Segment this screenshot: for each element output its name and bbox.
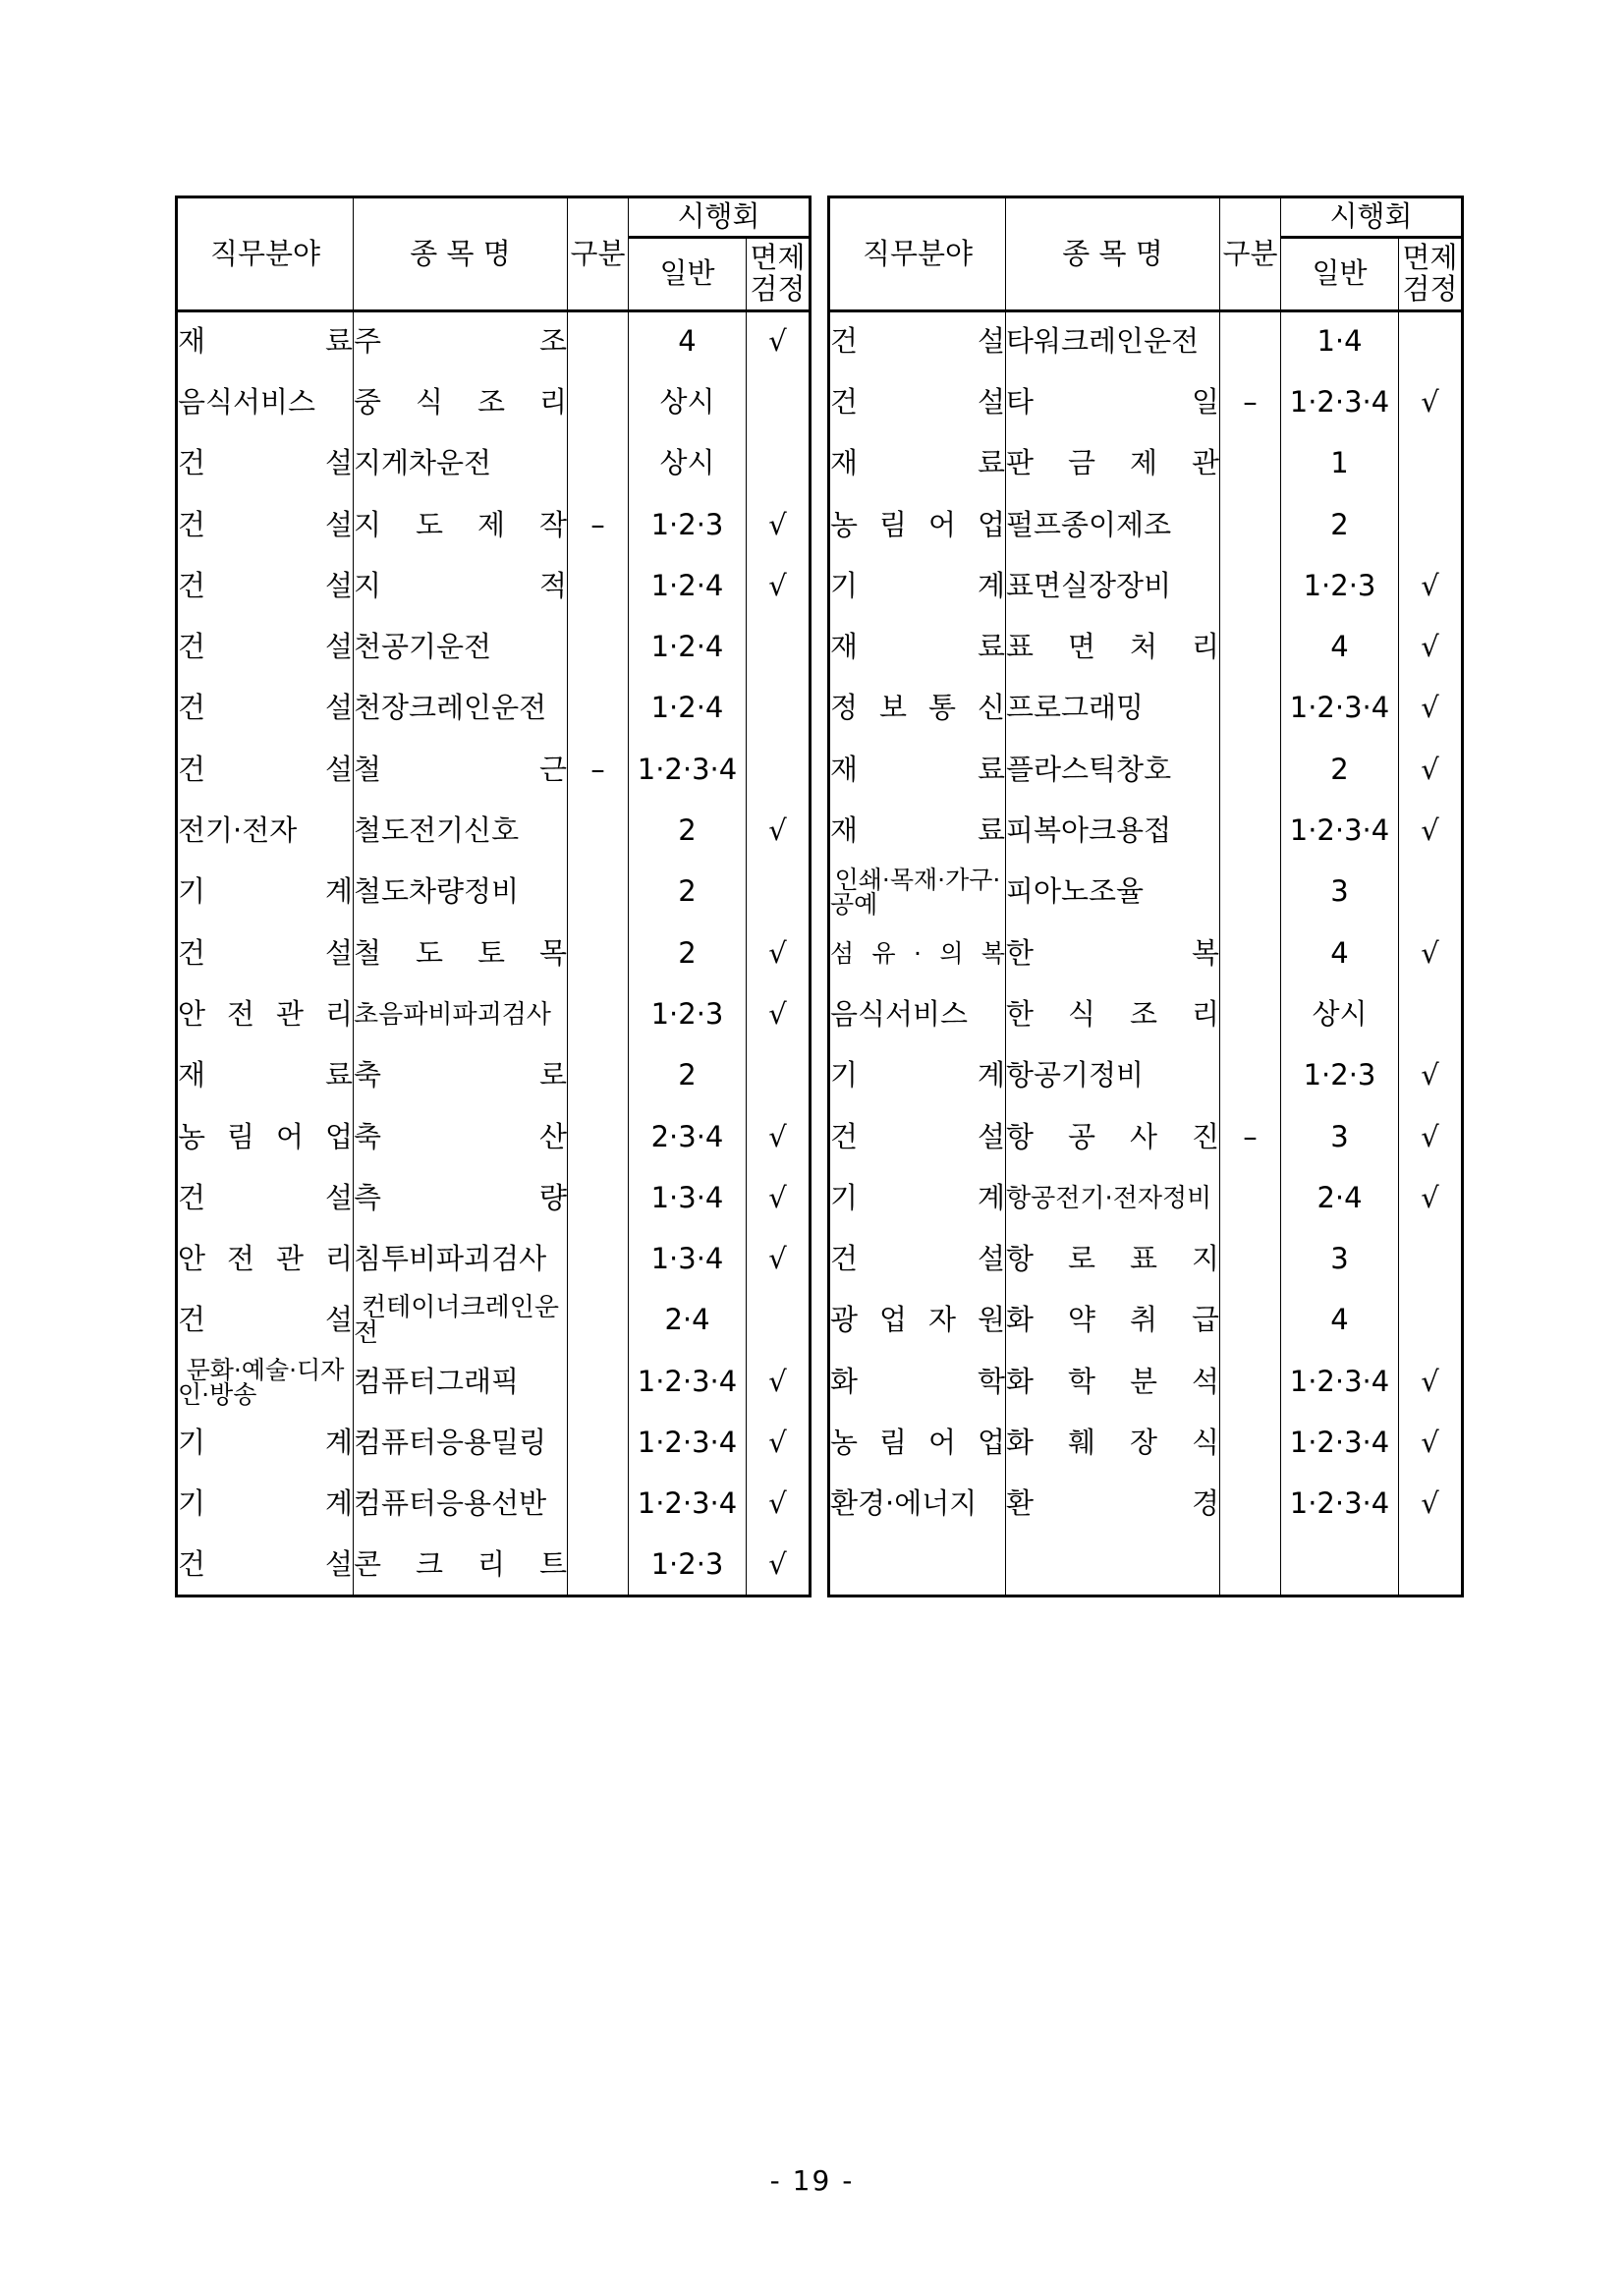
exempt-cell bbox=[747, 433, 811, 494]
table-row bbox=[829, 1045, 1463, 1106]
header-general: 일반 bbox=[1281, 238, 1399, 311]
category-cell bbox=[1220, 494, 1281, 555]
name-cell: 화 약 취 급 bbox=[1006, 1290, 1220, 1351]
general-cell: 2·3·4 bbox=[629, 1106, 747, 1167]
general-cell: 1·2·3·4 bbox=[629, 740, 747, 801]
exempt-cell bbox=[747, 740, 811, 801]
table-row bbox=[177, 1229, 811, 1290]
category-cell bbox=[568, 1106, 629, 1167]
category-cell bbox=[568, 1168, 629, 1229]
category-cell bbox=[1220, 1413, 1281, 1474]
category-cell bbox=[1220, 1474, 1281, 1535]
table-row bbox=[177, 678, 811, 739]
category-cell bbox=[568, 372, 629, 433]
general-cell: 1·2·4 bbox=[629, 556, 747, 617]
category-cell bbox=[568, 1352, 629, 1413]
name-cell: 컴퓨터그래픽 bbox=[354, 1352, 568, 1413]
field-cell: 건 설 bbox=[829, 1229, 1006, 1290]
category-cell bbox=[1220, 556, 1281, 617]
field-cell: 건 설 bbox=[177, 556, 354, 617]
field-cell: 재 료 bbox=[829, 740, 1006, 801]
header-category: 구분 bbox=[1220, 197, 1281, 311]
general-cell: 1·2·3 bbox=[629, 984, 747, 1045]
category-cell bbox=[1220, 984, 1281, 1045]
category-cell: – bbox=[568, 494, 629, 555]
name-cell: 천장크레인운전 bbox=[354, 678, 568, 739]
field-cell: 음식서비스 bbox=[829, 984, 1006, 1045]
name-cell: 항공기정비 bbox=[1006, 1045, 1220, 1106]
general-cell: 1·2·3 bbox=[1281, 556, 1399, 617]
general-cell: 1·2·4 bbox=[629, 678, 747, 739]
field-cell: 재 료 bbox=[177, 311, 354, 372]
field-cell: 문화·예술·디자인·방송 bbox=[177, 1352, 354, 1413]
exempt-cell bbox=[1399, 1229, 1463, 1290]
table-row bbox=[829, 1290, 1463, 1351]
general-cell: 4 bbox=[1281, 617, 1399, 678]
general-cell: 1·4 bbox=[1281, 311, 1399, 372]
exempt-cell: √ bbox=[747, 801, 811, 862]
general-cell: 3 bbox=[1281, 1229, 1399, 1290]
table-row bbox=[177, 1290, 811, 1351]
exempt-cell: √ bbox=[747, 556, 811, 617]
general-cell: 4 bbox=[1281, 1290, 1399, 1351]
category-cell: – bbox=[568, 740, 629, 801]
header-field: 직무분야 bbox=[829, 197, 1006, 311]
name-cell: 프로그래밍 bbox=[1006, 678, 1220, 739]
field-cell: 기 계 bbox=[177, 1474, 354, 1535]
header-name: 종 목 명 bbox=[1006, 197, 1220, 311]
name-cell: 컨테이너크레인운전 bbox=[354, 1290, 568, 1351]
field-cell: 농 림 어 업 bbox=[829, 1413, 1006, 1474]
field-cell: 건 설 bbox=[177, 1290, 354, 1351]
name-cell: 지게차운전 bbox=[354, 433, 568, 494]
category-cell bbox=[1220, 311, 1281, 372]
table-row bbox=[829, 801, 1463, 862]
table-row bbox=[177, 740, 811, 801]
field-cell: 건 설 bbox=[829, 372, 1006, 433]
name-cell: 침투비파괴검사 bbox=[354, 1229, 568, 1290]
table-row bbox=[829, 617, 1463, 678]
field-cell bbox=[829, 1535, 1006, 1596]
field-cell: 기 계 bbox=[829, 1168, 1006, 1229]
table-row bbox=[829, 740, 1463, 801]
name-cell: 축 로 bbox=[354, 1045, 568, 1106]
name-cell bbox=[1006, 1535, 1220, 1596]
category-cell bbox=[568, 311, 629, 372]
exempt-cell bbox=[1399, 433, 1463, 494]
exempt-cell: √ bbox=[1399, 740, 1463, 801]
table-row bbox=[177, 862, 811, 923]
general-cell: 1·2·3·4 bbox=[1281, 801, 1399, 862]
exempt-cell: √ bbox=[747, 1352, 811, 1413]
table-row bbox=[829, 923, 1463, 983]
general-cell: 2 bbox=[1281, 740, 1399, 801]
field-cell: 광 업 자 원 bbox=[829, 1290, 1006, 1351]
name-cell: 컴퓨터응용밀링 bbox=[354, 1413, 568, 1474]
exempt-cell bbox=[747, 372, 811, 433]
exempt-cell bbox=[1399, 1535, 1463, 1596]
field-cell: 재 료 bbox=[829, 617, 1006, 678]
exempt-cell: √ bbox=[747, 494, 811, 555]
category-cell bbox=[1220, 1290, 1281, 1351]
table-row bbox=[829, 372, 1463, 433]
name-cell: 환 경 bbox=[1006, 1474, 1220, 1535]
exempt-cell: √ bbox=[747, 311, 811, 372]
category-cell bbox=[1220, 617, 1281, 678]
category-cell bbox=[568, 1535, 629, 1596]
category-cell bbox=[1220, 1535, 1281, 1596]
category-cell bbox=[568, 1229, 629, 1290]
exempt-cell bbox=[747, 1045, 811, 1106]
exempt-cell: √ bbox=[1399, 617, 1463, 678]
table-row bbox=[829, 494, 1463, 555]
general-cell: 1·2·3·4 bbox=[1281, 372, 1399, 433]
exempt-cell: √ bbox=[747, 923, 811, 983]
table-row bbox=[177, 1045, 811, 1106]
category-cell bbox=[1220, 678, 1281, 739]
general-cell: 1·2·3·4 bbox=[1281, 1474, 1399, 1535]
table-row bbox=[177, 1168, 811, 1229]
name-cell: 지 도 제 작 bbox=[354, 494, 568, 555]
table-row bbox=[829, 1106, 1463, 1167]
exempt-cell bbox=[1399, 984, 1463, 1045]
name-cell: 컴퓨터응용선반 bbox=[354, 1474, 568, 1535]
table-row bbox=[177, 1474, 811, 1535]
exempt-cell bbox=[747, 1290, 811, 1351]
table-row bbox=[177, 984, 811, 1045]
exempt-cell bbox=[1399, 494, 1463, 555]
field-cell: 재 료 bbox=[177, 1045, 354, 1106]
table-row bbox=[177, 311, 811, 372]
category-cell bbox=[1220, 1352, 1281, 1413]
field-cell: 재 료 bbox=[829, 433, 1006, 494]
name-cell: 항 로 표 지 bbox=[1006, 1229, 1220, 1290]
name-cell: 초음파비파괴검사 bbox=[354, 984, 568, 1045]
exempt-cell: √ bbox=[1399, 556, 1463, 617]
general-cell: 2 bbox=[629, 862, 747, 923]
exempt-cell: √ bbox=[747, 1168, 811, 1229]
name-cell: 한 복 bbox=[1006, 923, 1220, 983]
table-row bbox=[829, 433, 1463, 494]
field-cell: 건 설 bbox=[177, 1535, 354, 1596]
category-cell: – bbox=[1220, 1106, 1281, 1167]
name-cell: 표 면 처 리 bbox=[1006, 617, 1220, 678]
general-cell: 2 bbox=[1281, 494, 1399, 555]
table-row bbox=[829, 1474, 1463, 1535]
table-row bbox=[177, 494, 811, 555]
category-cell bbox=[568, 1290, 629, 1351]
exempt-cell: √ bbox=[1399, 678, 1463, 739]
general-cell: 2 bbox=[629, 801, 747, 862]
table-row bbox=[829, 311, 1463, 372]
header-name: 종 목 명 bbox=[354, 197, 568, 311]
field-cell: 환경·에너지 bbox=[829, 1474, 1006, 1535]
field-cell: 안 전 관 리 bbox=[177, 984, 354, 1045]
general-cell: 4 bbox=[1281, 923, 1399, 983]
field-cell: 정 보 통 신 bbox=[829, 678, 1006, 739]
name-cell: 항 공 사 진 bbox=[1006, 1106, 1220, 1167]
field-cell: 건 설 bbox=[177, 617, 354, 678]
field-cell: 재 료 bbox=[829, 801, 1006, 862]
exempt-cell: √ bbox=[1399, 1045, 1463, 1106]
field-cell: 섬 유 · 의 복 bbox=[829, 923, 1006, 983]
exempt-cell bbox=[1399, 311, 1463, 372]
category-cell bbox=[568, 1045, 629, 1106]
general-cell: 1·2·3 bbox=[1281, 1045, 1399, 1106]
name-cell: 표면실장장비 bbox=[1006, 556, 1220, 617]
category-cell bbox=[1220, 1045, 1281, 1106]
field-cell: 인쇄·목재·가구·공예 bbox=[829, 862, 1006, 923]
general-cell: 1·2·3 bbox=[629, 494, 747, 555]
header-exempt: 면제검정 bbox=[747, 238, 811, 311]
general-cell: 1·2·3 bbox=[629, 1535, 747, 1596]
general-cell: 상시 bbox=[629, 372, 747, 433]
field-cell: 건 설 bbox=[829, 311, 1006, 372]
exempt-cell: √ bbox=[1399, 1474, 1463, 1535]
exempt-cell: √ bbox=[1399, 801, 1463, 862]
category-cell bbox=[1220, 1168, 1281, 1229]
exempt-cell: √ bbox=[747, 1535, 811, 1596]
header-exempt: 면제검정 bbox=[1399, 238, 1463, 311]
exempt-cell: √ bbox=[1399, 1413, 1463, 1474]
exempt-cell bbox=[1399, 862, 1463, 923]
table-row bbox=[829, 862, 1463, 923]
field-cell: 건 설 bbox=[177, 740, 354, 801]
name-cell: 지 적 bbox=[354, 556, 568, 617]
category-cell bbox=[1220, 862, 1281, 923]
general-cell: 1·2·3·4 bbox=[1281, 678, 1399, 739]
table-row bbox=[177, 556, 811, 617]
field-cell: 건 설 bbox=[177, 1168, 354, 1229]
table-row bbox=[177, 1352, 811, 1413]
category-cell bbox=[568, 433, 629, 494]
name-cell: 축 산 bbox=[354, 1106, 568, 1167]
table-body-left bbox=[177, 311, 811, 1596]
exempt-cell: √ bbox=[747, 1106, 811, 1167]
name-cell: 한 식 조 리 bbox=[1006, 984, 1220, 1045]
category-cell: – bbox=[1220, 372, 1281, 433]
table-row bbox=[829, 1413, 1463, 1474]
field-cell: 건 설 bbox=[177, 678, 354, 739]
general-cell: 1·2·3·4 bbox=[1281, 1352, 1399, 1413]
general-cell: 1·2·3·4 bbox=[1281, 1413, 1399, 1474]
name-cell: 피아노조율 bbox=[1006, 862, 1220, 923]
category-cell bbox=[568, 862, 629, 923]
field-cell: 건 설 bbox=[829, 1106, 1006, 1167]
name-cell: 철도차량정비 bbox=[354, 862, 568, 923]
table-row bbox=[177, 1413, 811, 1474]
field-cell: 농 림 어 업 bbox=[177, 1106, 354, 1167]
name-cell: 판 금 제 관 bbox=[1006, 433, 1220, 494]
name-cell: 콘 크 리 트 bbox=[354, 1535, 568, 1596]
field-cell: 농 림 어 업 bbox=[829, 494, 1006, 555]
name-cell: 철 도 토 목 bbox=[354, 923, 568, 983]
header-exam-round: 시행회 bbox=[629, 197, 811, 238]
name-cell: 타워크레인운전 bbox=[1006, 311, 1220, 372]
name-cell: 화 학 분 석 bbox=[1006, 1352, 1220, 1413]
category-cell bbox=[568, 801, 629, 862]
general-cell: 1·3·4 bbox=[629, 1229, 747, 1290]
field-cell: 기 계 bbox=[177, 862, 354, 923]
table-row bbox=[177, 1535, 811, 1596]
page-number: - 19 - bbox=[769, 2164, 855, 2197]
category-cell bbox=[568, 556, 629, 617]
category-cell bbox=[1220, 740, 1281, 801]
name-cell: 천공기운전 bbox=[354, 617, 568, 678]
name-cell: 철도전기신호 bbox=[354, 801, 568, 862]
exempt-cell: √ bbox=[747, 1413, 811, 1474]
general-cell: 1·2·3·4 bbox=[629, 1474, 747, 1535]
exam-table-left bbox=[175, 196, 812, 1597]
general-cell: 3 bbox=[1281, 862, 1399, 923]
table-row bbox=[829, 1352, 1463, 1413]
category-cell bbox=[568, 678, 629, 739]
field-cell: 건 설 bbox=[177, 494, 354, 555]
exempt-cell: √ bbox=[747, 1474, 811, 1535]
general-cell: 2 bbox=[629, 923, 747, 983]
general-cell: 1·3·4 bbox=[629, 1168, 747, 1229]
name-cell: 피복아크용접 bbox=[1006, 801, 1220, 862]
name-cell: 중 식 조 리 bbox=[354, 372, 568, 433]
exempt-cell bbox=[747, 617, 811, 678]
category-cell bbox=[568, 1474, 629, 1535]
field-cell: 기 계 bbox=[829, 1045, 1006, 1106]
field-cell: 안 전 관 리 bbox=[177, 1229, 354, 1290]
category-cell bbox=[568, 984, 629, 1045]
table-row bbox=[177, 1106, 811, 1167]
general-cell: 2·4 bbox=[629, 1290, 747, 1351]
exam-table-right bbox=[827, 196, 1464, 1597]
name-cell: 철 근 bbox=[354, 740, 568, 801]
exempt-cell: √ bbox=[1399, 1168, 1463, 1229]
exempt-cell: √ bbox=[1399, 1106, 1463, 1167]
exempt-cell: √ bbox=[1399, 923, 1463, 983]
category-cell bbox=[1220, 433, 1281, 494]
header-category: 구분 bbox=[568, 197, 629, 311]
field-cell: 건 설 bbox=[177, 923, 354, 983]
category-cell bbox=[1220, 801, 1281, 862]
header-field: 직무분야 bbox=[177, 197, 354, 311]
field-cell: 건 설 bbox=[177, 433, 354, 494]
header-general: 일반 bbox=[629, 238, 747, 311]
general-cell: 2 bbox=[629, 1045, 747, 1106]
table-row bbox=[829, 678, 1463, 739]
name-cell: 타 일 bbox=[1006, 372, 1220, 433]
exempt-cell: √ bbox=[747, 984, 811, 1045]
category-cell bbox=[1220, 1229, 1281, 1290]
name-cell: 항공전기·전자정비 bbox=[1006, 1168, 1220, 1229]
name-cell: 플라스틱창호 bbox=[1006, 740, 1220, 801]
exempt-cell bbox=[747, 678, 811, 739]
general-cell: 상시 bbox=[629, 433, 747, 494]
general-cell: 1·2·3·4 bbox=[629, 1352, 747, 1413]
general-cell: 상시 bbox=[1281, 984, 1399, 1045]
category-cell bbox=[568, 923, 629, 983]
general-cell: 1·2·3·4 bbox=[629, 1413, 747, 1474]
exempt-cell bbox=[1399, 1290, 1463, 1351]
table-row bbox=[829, 984, 1463, 1045]
category-cell bbox=[568, 617, 629, 678]
general-cell: 1 bbox=[1281, 433, 1399, 494]
field-cell: 전기·전자 bbox=[177, 801, 354, 862]
field-cell: 기 계 bbox=[829, 556, 1006, 617]
exempt-cell bbox=[747, 862, 811, 923]
name-cell: 펄프종이제조 bbox=[1006, 494, 1220, 555]
general-cell bbox=[1281, 1535, 1399, 1596]
table-row bbox=[177, 923, 811, 983]
exempt-cell: √ bbox=[1399, 372, 1463, 433]
exempt-cell: √ bbox=[1399, 1352, 1463, 1413]
table-row bbox=[829, 556, 1463, 617]
table-row bbox=[177, 801, 811, 862]
table-row bbox=[177, 433, 811, 494]
name-cell: 주 조 bbox=[354, 311, 568, 372]
field-cell: 음식서비스 bbox=[177, 372, 354, 433]
table-body-right bbox=[829, 311, 1463, 1596]
table-row bbox=[829, 1168, 1463, 1229]
table-row bbox=[829, 1229, 1463, 1290]
table-row bbox=[829, 1535, 1463, 1596]
general-cell: 4 bbox=[629, 311, 747, 372]
general-cell: 1·2·4 bbox=[629, 617, 747, 678]
table-row bbox=[177, 372, 811, 433]
header-exam-round: 시행회 bbox=[1281, 197, 1463, 238]
exempt-cell: √ bbox=[747, 1229, 811, 1290]
name-cell: 측 량 bbox=[354, 1168, 568, 1229]
field-cell: 기 계 bbox=[177, 1413, 354, 1474]
table-row bbox=[177, 617, 811, 678]
category-cell bbox=[568, 1413, 629, 1474]
general-cell: 3 bbox=[1281, 1106, 1399, 1167]
category-cell bbox=[1220, 923, 1281, 983]
name-cell: 화 훼 장 식 bbox=[1006, 1413, 1220, 1474]
general-cell: 2·4 bbox=[1281, 1168, 1399, 1229]
field-cell: 화 학 bbox=[829, 1352, 1006, 1413]
